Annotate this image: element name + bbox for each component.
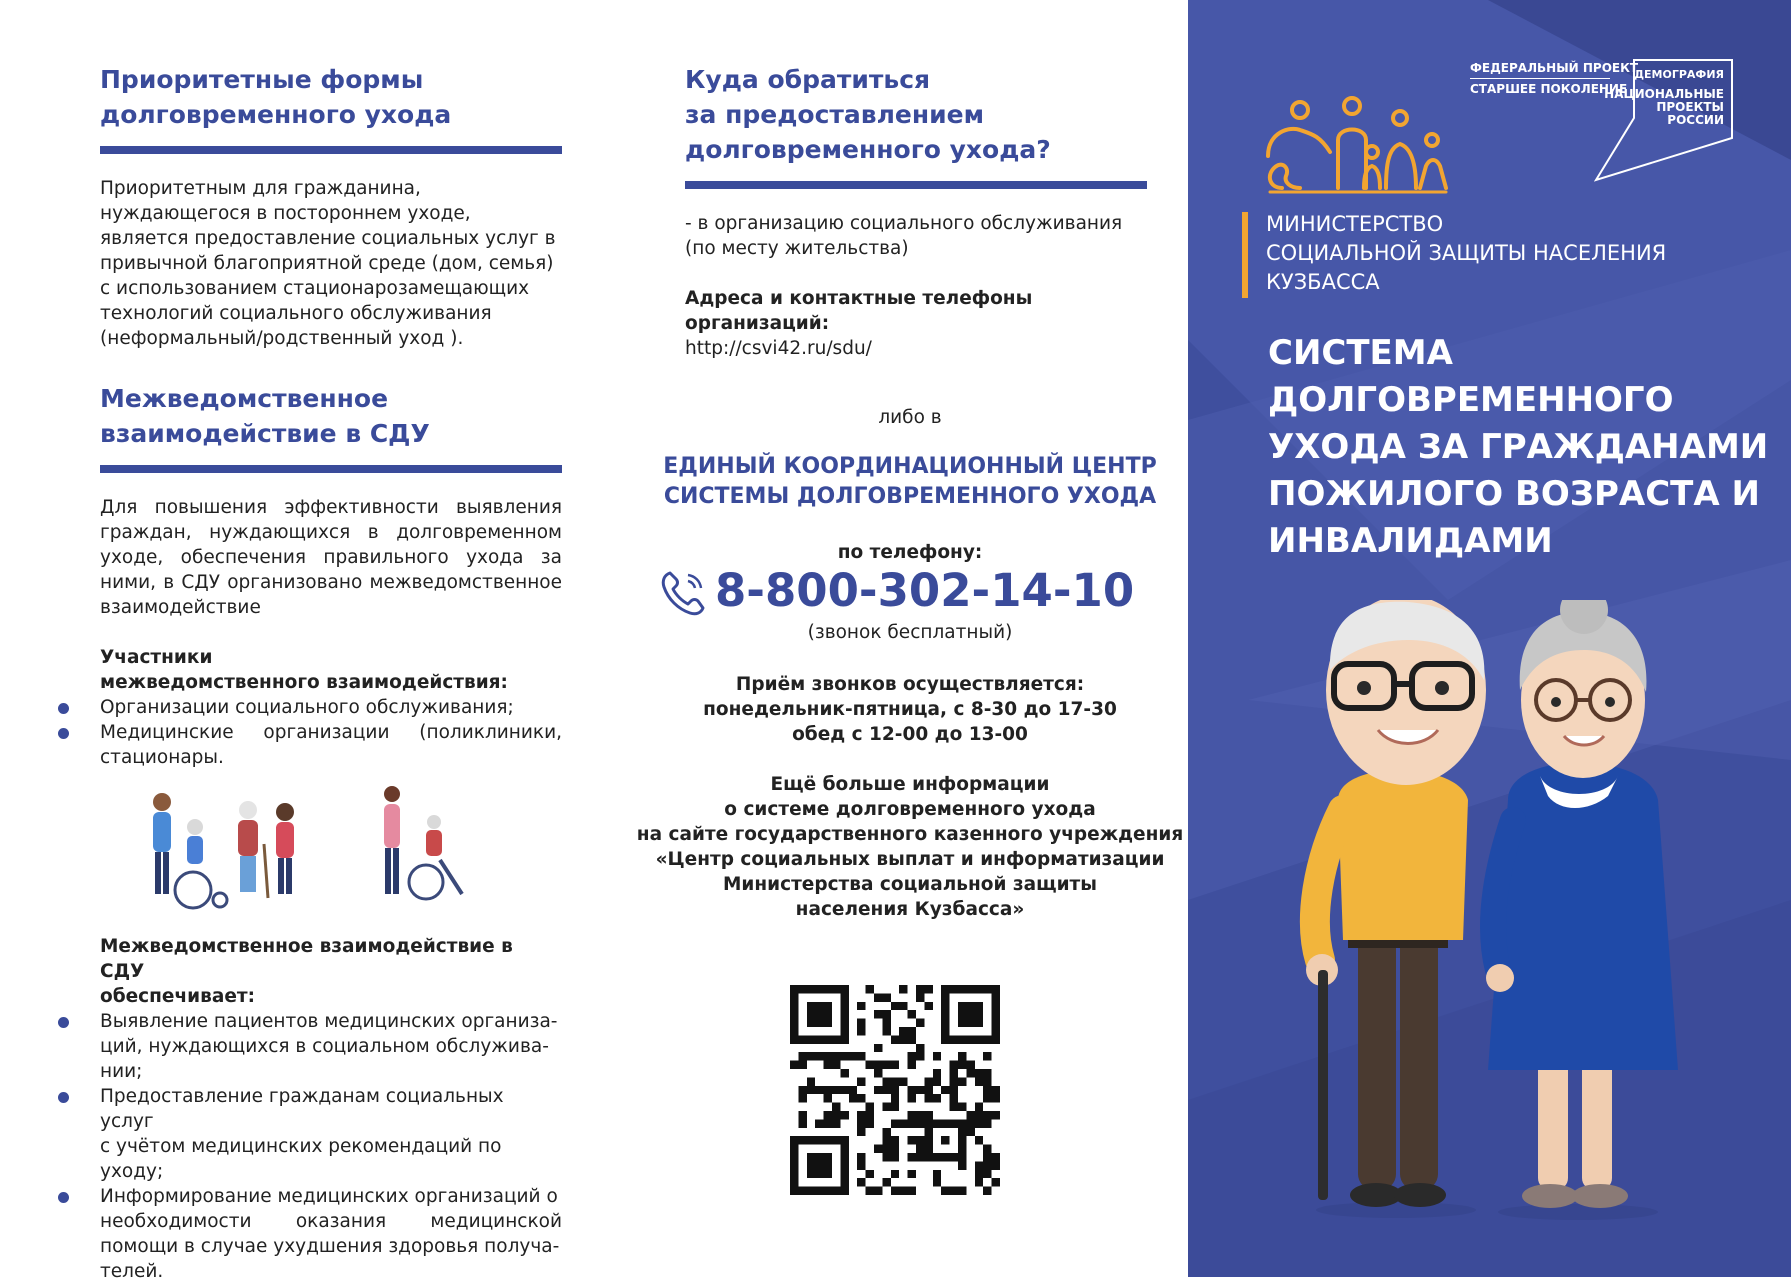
paragraph-line: технологий социального обслуживания — [100, 303, 492, 324]
or-text: либо в — [878, 407, 942, 428]
addresses-link[interactable]: http://csvi42.ru/sdu/ — [685, 338, 872, 359]
fed-line1: ФЕДЕРАЛЬНЫЙ ПРОЕКТ — [1470, 61, 1639, 75]
section-divider — [100, 146, 562, 154]
info-line: о системе долговременного ухода — [724, 799, 1096, 820]
more-info-block — [630, 772, 1190, 922]
caregiver-figure — [153, 793, 171, 894]
where-title-line3: долговременного ухода? — [685, 135, 1051, 164]
hours-line1: Приём звонков осуществляется: — [735, 674, 1085, 695]
provides-heading-line1: Межведомственное взаимодействие в СДУ — [100, 936, 513, 982]
middle-column — [685, 62, 1147, 361]
bullet-dot — [58, 728, 69, 739]
provides-heading-line2: обеспечивает: — [100, 986, 255, 1007]
section-title-priority-forms-line2: долговременного ухода — [100, 100, 452, 129]
paragraph-line: уходе, обеспечения правильного ухода за — [100, 547, 562, 568]
list-item-continuation: ций, нуждающихся в социальном обслужива- — [100, 1036, 549, 1057]
ministry-line2: СОЦИАЛЬНОЙ ЗАЩИТЫ НАСЕЛЕНИЯ — [1266, 241, 1667, 265]
list-item-continuation: необходимости оказания медицинской — [100, 1211, 562, 1232]
list-item: Информирование медицинских организаций о — [100, 1184, 562, 1209]
bullet-dot — [58, 703, 69, 714]
ministry-accent-bar — [1242, 212, 1248, 298]
section-divider — [100, 465, 562, 473]
bullet-dot — [58, 1192, 69, 1203]
section-title-interagency-line2: взаимодействие в СДУ — [100, 419, 430, 448]
info-line: на сайте государственного казенного учреждения — [636, 824, 1184, 845]
list-item-continuation: телей. — [100, 1261, 164, 1282]
addresses-block — [685, 286, 1147, 361]
addresses-label: Адреса и контактные телефоны организаций: — [685, 288, 1033, 334]
paragraph-line: с использованием стационарозамещающих — [100, 278, 530, 299]
paragraph-line: (неформальный/родственный уход ). — [100, 328, 464, 349]
fed-divider — [1470, 78, 1610, 79]
center-line1: ЕДИНЫЙ КООРДИНАЦИОННЫЙ ЦЕНТР — [663, 454, 1157, 479]
national-projects-badge — [1594, 58, 1734, 182]
paragraph-line: нуждающегося в постороннем уходе, — [100, 203, 471, 224]
left-column — [100, 62, 562, 1284]
badge-line3: РОССИИ — [1667, 113, 1724, 127]
where-title-line2: за предоставлением — [685, 100, 985, 129]
title-line: СИСТЕМА — [1268, 333, 1453, 373]
coordination-center-title — [630, 452, 1190, 512]
ministry-line1: МИНИСТЕРСТВО — [1266, 212, 1444, 236]
participants-list — [100, 695, 562, 770]
participants-block — [100, 645, 562, 770]
qr-code-graphic — [790, 985, 1000, 1195]
caregivers-illustration — [100, 782, 562, 922]
badge-top: ДЕМОГРАФИЯ — [1634, 68, 1724, 81]
elderly-in-wheelchair — [175, 819, 227, 908]
info-line: «Центр социальных выплат и информатизации — [655, 849, 1165, 870]
section-priority-forms — [100, 62, 562, 351]
provides-list — [100, 1009, 562, 1284]
badge-line1: НАЦИОНАЛЬНЫЕ — [1604, 87, 1724, 101]
badge-text — [1604, 88, 1724, 127]
elderly-woman-figure — [1486, 600, 1678, 1220]
participants-heading-line2: межведомственного взаимодействия: — [100, 672, 508, 693]
helper-figure — [276, 803, 294, 894]
section-title-priority-forms-line1: Приоритетные формы — [100, 65, 424, 94]
title-line: ДОЛГОВРЕМЕННОГО — [1268, 380, 1674, 420]
where-paragraph — [685, 211, 1147, 261]
info-line: Министерства социальной защиты — [723, 874, 1097, 895]
interagency-paragraph — [100, 495, 562, 620]
where-line1: - в организацию социального обслуживания — [685, 213, 1123, 234]
list-item-continuation: нии; — [100, 1061, 143, 1082]
phone-row — [655, 563, 1135, 619]
list-item: Медицинские организации (поликлиники, — [100, 720, 562, 745]
paragraph-line: взаимодействие — [100, 597, 261, 618]
bullet-dot — [58, 1092, 69, 1103]
elderly-woman-figure — [238, 801, 268, 898]
badge-line2: ПРОЕКТЫ — [1656, 100, 1724, 114]
section-divider — [685, 181, 1147, 189]
priority-forms-paragraph — [100, 176, 562, 351]
phone-icon — [658, 567, 708, 619]
list-item-continuation: помощи в случае ухудшения здоровья получа- — [100, 1236, 560, 1257]
ministry-line3: КУЗБАССА — [1266, 270, 1380, 294]
paragraph-line: является предоставление социальных услуг в — [100, 228, 556, 249]
info-line: населения Кузбасса» — [795, 899, 1025, 920]
hours-line3: обед с 12-00 до 13-00 — [792, 724, 1028, 745]
phone-number[interactable]: 8-800-302-14-10 — [715, 564, 1135, 617]
care-illustrations — [100, 782, 562, 922]
title-line: УХОДА ЗА ГРАЖДАНАМИ — [1268, 427, 1769, 467]
center-line2: СИСТЕМЫ ДОЛГОВРЕМЕННОГО УХОДА — [663, 484, 1157, 509]
paragraph-line: привычной благоприятной среде (дом, семья) — [100, 253, 554, 274]
ministry-name — [1266, 210, 1666, 297]
where-line2: (по месту жительства) — [685, 238, 909, 259]
hours-line2: понедельник-пятница, с 8-30 до 17-30 — [703, 699, 1117, 720]
free-call-note: (звонок бесплатный) — [807, 622, 1013, 643]
by-phone-label: по телефону: — [837, 542, 983, 563]
list-item: Предоставление гражданам социальных услуг — [100, 1084, 562, 1134]
section-title-interagency-line1: Межведомственное — [100, 384, 389, 413]
list-item-continuation: с учётом медицинских рекомендаций по уходу; — [100, 1136, 502, 1182]
paragraph-line: Приоритетным для гражданина, — [100, 178, 421, 199]
paragraph-line: ними, в СДУ организовано межведомственное — [100, 572, 562, 593]
bullet-dot — [58, 1017, 69, 1028]
nurse-with-wheelchair — [384, 786, 462, 899]
cover-panel — [1188, 0, 1791, 1277]
list-item-continuation: стационары. — [100, 747, 224, 768]
elderly-couple-illustration — [1288, 600, 1708, 1220]
fed-line2: СТАРШЕЕ ПОКОЛЕНИЕ — [1470, 82, 1628, 96]
ministry-logo — [1260, 96, 1450, 196]
list-item: Выявление пациентов медицинских организа- — [100, 1009, 562, 1034]
participants-heading-line1: Участники — [100, 647, 213, 668]
list-item: Организации социального обслуживания; — [100, 695, 562, 720]
call-hours-block — [630, 672, 1190, 747]
section-interagency — [100, 381, 562, 1284]
elderly-man-figure — [1306, 600, 1486, 1218]
where-title-line1: Куда обратиться — [685, 65, 931, 94]
title-line: ПОЖИЛОГО ВОЗРАСТА И — [1268, 474, 1760, 514]
title-line: ИНВАЛИДАМИ — [1268, 521, 1553, 561]
cover-title — [1268, 330, 1768, 565]
paragraph-line: Для повышения эффективности выявления — [100, 497, 562, 518]
paragraph-line: граждан, нуждающихся в долговременном — [100, 522, 562, 543]
info-line: Ещё больше информации — [770, 774, 1050, 795]
qr-code[interactable] — [790, 985, 1000, 1195]
provides-block — [100, 934, 562, 1284]
